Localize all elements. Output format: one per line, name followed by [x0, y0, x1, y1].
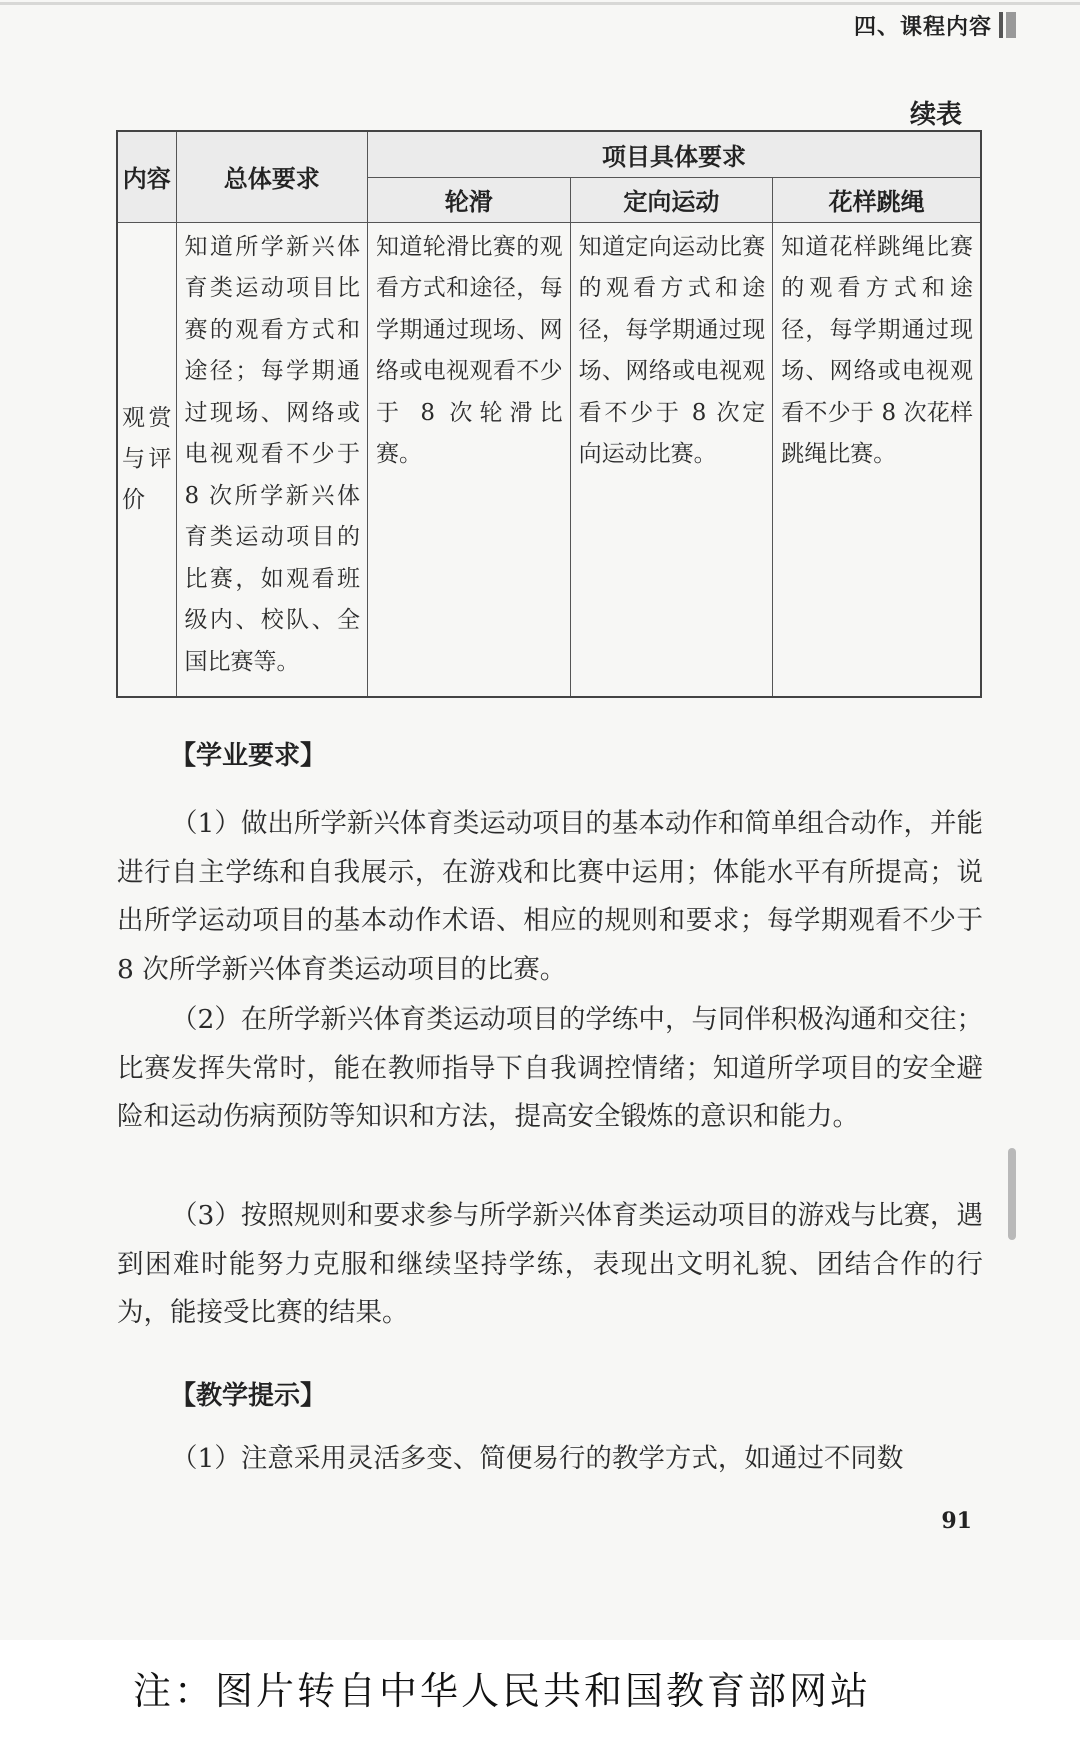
header-overall-requirements: 总体要求: [176, 131, 367, 222]
academic-paragraph-3: （3）按照规则和要求参与所学新兴体育类运动项目的游戏与比赛，遇到困难时能努力克服和继续坚持学练，表现出文明礼貌、团结合作的行为，能接受比赛的结果。: [117, 1200, 983, 1329]
header-orienteering: 定向运动: [570, 177, 773, 222]
academic-paragraph-2: （2）在所学新兴体育类运动项目的学练中，与同伴积极沟通和交往；比赛发挥失常时，能在教师指导下自我调控情绪；知道所学项目的安全避险和运动伤病预防等知识和方法，提高安全锻炼的意识和能力。: [117, 1004, 983, 1133]
cell-rope-skipping-text: 知道花样跳绳比赛的观看方式和途径，每学期通过现场、网络或电视观看不少于 8 次花样跳绳比赛。: [773, 222, 981, 697]
requirements-table: [116, 130, 982, 698]
page-top-edge: [0, 2, 1080, 5]
source-note: 注：图片转自中华人民共和国教育部网站: [133, 1669, 872, 1713]
header-content: 内容: [117, 131, 176, 222]
teaching-paragraph-1: （1）注意采用灵活多变、简便易行的教学方式，如通过不同数: [171, 1443, 904, 1474]
academic-paragraph-1: （1）做出所学新兴体育类运动项目的基本动作和简单组合动作，并能进行自主学练和自我展示，在游戏和比赛中运用；体能水平有所提高；说出所学运动项目的基本动作术语、相应的规则和要求；每学期观看不少于 8 次所学新兴体育类运动项目的比赛。: [117, 808, 983, 986]
teaching-tips-heading: 【教学提示】: [170, 1381, 327, 1411]
cell-roller-skating-text: 知道轮滑比赛的观看方式和途径，每学期通过现场、网络或电视观看不少于 8 次轮滑比赛。: [367, 222, 570, 697]
page-number: 91: [941, 1508, 972, 1534]
header-specific-requirements: 项目具体要求: [367, 131, 981, 177]
scrollbar-thumb[interactable]: [1008, 1148, 1016, 1240]
academic-requirements-heading: 【学业要求】: [170, 741, 327, 771]
cell-orienteering-text: 知道定向运动比赛的观看方式和途径，每学期通过现场、网络或电视观看不少于 8 次定向运动比赛。: [570, 222, 773, 697]
row-label-appreciation: 观赏与评价: [117, 222, 176, 697]
header-roller-skating: 轮滑: [367, 177, 570, 222]
header-marker-icon: [999, 12, 1017, 38]
running-header-title: 四、课程内容: [853, 15, 992, 40]
cell-overall-text: 知道所学新兴体育类运动项目比赛的观看方式和途径；每学期通过现场、网络或电视观看不少于 8 次所学新兴体育类运动项目的比赛，如观看班级内、校队、全国比赛等。: [176, 222, 367, 697]
header-fancy-rope-skipping: 花样跳绳: [773, 177, 981, 222]
continued-label: 续表: [909, 100, 962, 130]
